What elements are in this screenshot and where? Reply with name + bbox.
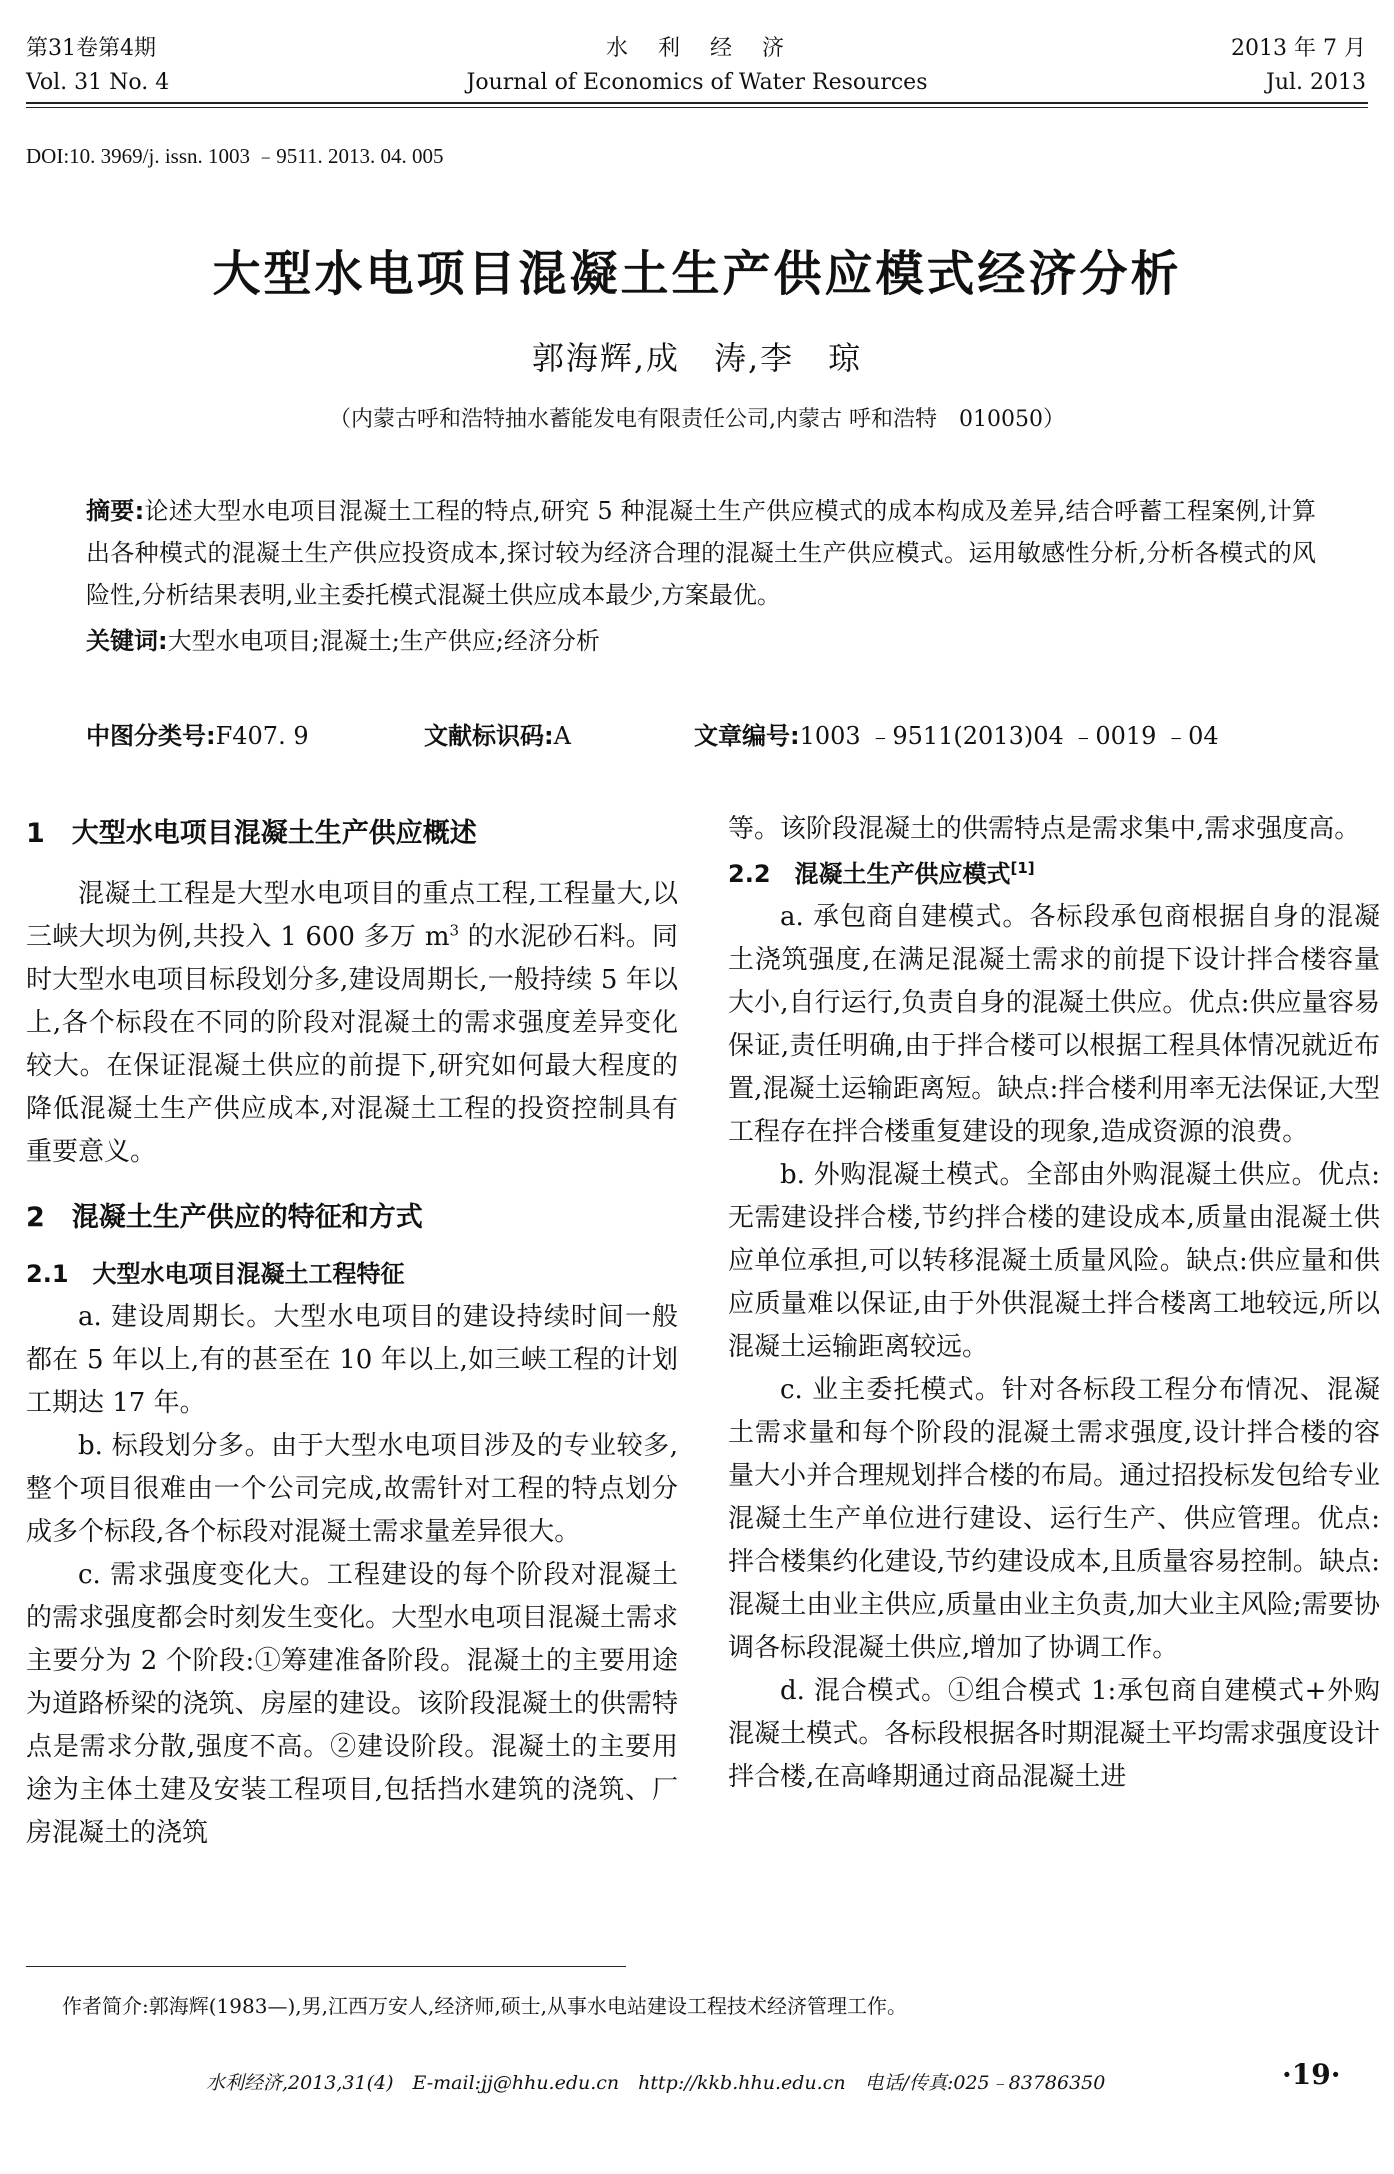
footnote-rule [26, 1966, 626, 1967]
header-date-en: Jul. 2013 [1266, 70, 1366, 95]
author-footnote: 作者简介:郭海辉(1983—),男,江西万安人,经济师,硕士,从事水电站建设工程技术经济管理工作。 [62, 1994, 908, 2018]
affiliation: （内蒙古呼和浩特抽水蓄能发电有限责任公司,内蒙古 呼和浩特 010050） [329, 407, 1065, 432]
section-2-heading: 2 混凝土生产供应的特征和方式 [26, 1202, 423, 1233]
abstract-label: 摘要: [86, 497, 145, 525]
clc-label: 中图分类号: [86, 722, 216, 750]
clc-value: F407. 9 [215, 722, 309, 750]
section-1-paragraph [26, 873, 678, 1174]
continued-paragraph: 等。该阶段混凝土的供需特点是需求集中,需求强度高。 [728, 814, 1361, 844]
right-column [728, 808, 1380, 1799]
header-journal-en: Journal of Economics of Water Resources [466, 70, 928, 95]
section-2-1-item-b: b. 标段划分多。由于大型水电项目涉及的专业较多,整个项目很难由一个公司完成,故需针对工程的特点划分成多个标段,各个标段对混凝土需求量差异很大。 [26, 1431, 678, 1547]
header-date-cn: 2013 年 7 月 [1231, 36, 1366, 61]
article-title: 大型水电项目混凝土生产供应模式经济分析 [212, 246, 1182, 302]
article-number [694, 716, 1219, 751]
s1-text-b: 的水泥砂石料。同时大型水电项目标段划分多,建设周期长,一般持续 5 年以上,各个标段在不同的阶段对混凝土的需求强度差异变化较大。在保证混凝土供应的前提下,研究如何最大程度的降低混凝土生产供应成本,对混凝土工程的投资控制具有重要意义。 [26, 922, 678, 1167]
section-2-1-heading: 2.1 大型水电项目混凝土工程特征 [26, 1260, 405, 1288]
section-2-1-item-c: c. 需求强度变化大。工程建设的每个阶段对混凝土的需求强度都会时刻发生变化。大型水电项目混凝土需求主要分为 2 个阶段:①筹建准备阶段。混凝土的主要用途为道路桥梁的浇筑、房屋的建设。该阶段混凝土的供需特点是需求分散,强度不高。②建设阶段。混凝土的主要用途为主体土建及安装工程项目,包括挡水建筑的浇筑、厂房混凝土的浇筑 [26, 1560, 678, 1848]
s1-superscript: 3 [449, 921, 460, 940]
section-2-2-item-c: c. 业主委托模式。针对各标段工程分布情况、混凝土需求量和每个阶段的混凝土需求强度,设计拌合楼的容量大小并合理规划拌合楼的布局。通过招投标发包给专业混凝土生产单位进行建设、运行生产、供应管理。优点:拌合楼集约化建设,节约建设成本,且质量容易控制。缺点:混凝土由业主供应,质量由业主负责,加大业主风险;需要协调各标段混凝土供应,增加了协调工作。 [728, 1375, 1380, 1663]
doccode-label: 文献标识码: [424, 722, 554, 750]
abstract [86, 490, 1316, 662]
section-2-1-item-a: a. 建设周期长。大型水电项目的建设持续时间一般都在 5 年以上,有的甚至在 10 年以上,如三峡工程的计划工期达 17 年。 [26, 1302, 678, 1418]
authors: 郭海辉,成 涛,李 琼 [531, 339, 863, 377]
clc-number [86, 716, 309, 751]
s1-text-a: 混凝土工程是大型水电项目的重点工程,工程量大,以三峡大坝为例,共投入 1 600 多万 m [26, 879, 678, 952]
header-rule-thick [26, 102, 1368, 104]
citation-ref: [1] [1010, 859, 1035, 877]
doccode-value: A [553, 722, 571, 750]
section-2-2-heading [728, 853, 1380, 896]
section-1-heading: 1 大型水电项目混凝土生产供应概述 [26, 818, 477, 849]
page-number: ·19· [1282, 2058, 1341, 2091]
header-journal-cn: 水 利 经 济 [605, 36, 788, 61]
left-column [26, 812, 678, 1855]
section-2-2-title: 2.2 混凝土生产供应模式 [728, 860, 1011, 888]
header-rule-thin [26, 107, 1368, 108]
journal-footer: 水利经济,2013,31(4) E-mail:jj@hhu.edu.cn http://kkb.hhu.edu.cn 电话/传真:025﹣83786350 [206, 2072, 1106, 2094]
doi: DOI:10. 3969/j. issn. 1003 ﹣9511. 2013. 04. 005 [26, 144, 444, 168]
header-volume-en: Vol. 31 No. 4 [26, 70, 170, 95]
keywords-label: 关键词: [86, 627, 168, 655]
header-volume-cn: 第31卷第4期 [26, 36, 156, 61]
article-no-value: 1003 ﹣9511(2013)04 ﹣0019 ﹣04 [799, 722, 1219, 750]
section-2-2-item-d: d. 混合模式。①组合模式 1:承包商自建模式+外购混凝土模式。各标段根据各时期混凝土平均需求强度设计拌合楼,在高峰期通过商品混凝土进 [728, 1676, 1380, 1792]
document-code [424, 716, 571, 751]
keywords [86, 620, 1316, 662]
abstract-text: 论述大型水电项目混凝土工程的特点,研究 5 种混凝土生产供应模式的成本构成及差异,结合呼蓄工程案例,计算出各种模式的混凝土生产供应投资成本,探讨较为经济合理的混凝土生产供应模式。运用敏感性分析,分析各模式的风险性,分析结果表明,业主委托模式混凝土供应成本最少,方案最优。 [86, 497, 1316, 609]
section-2-2-item-a: a. 承包商自建模式。各标段承包商根据自身的混凝土浇筑强度,在满足混凝土需求的前提下设计拌合楼容量大小,自行运行,负责自身的混凝土供应。优点:供应量容易保证,责任明确,由于拌合楼可以根据工程具体情况就近布置,混凝土运输距离短。缺点:拌合楼利用率无法保证,大型工程存在拌合楼重复建设的现象,造成资源的浪费。 [728, 902, 1380, 1147]
keywords-text: 大型水电项目;混凝土;生产供应;经济分析 [167, 627, 600, 655]
article-no-label: 文章编号: [694, 722, 800, 750]
section-2-2-item-b: b. 外购混凝土模式。全部由外购混凝土供应。优点:无需建设拌合楼,节约拌合楼的建设成本,质量由混凝土供应单位承担,可以转移混凝土质量风险。缺点:供应量和供应质量难以保证,由于外供混凝土拌合楼离工地较远,所以混凝土运输距离较远。 [728, 1160, 1380, 1362]
